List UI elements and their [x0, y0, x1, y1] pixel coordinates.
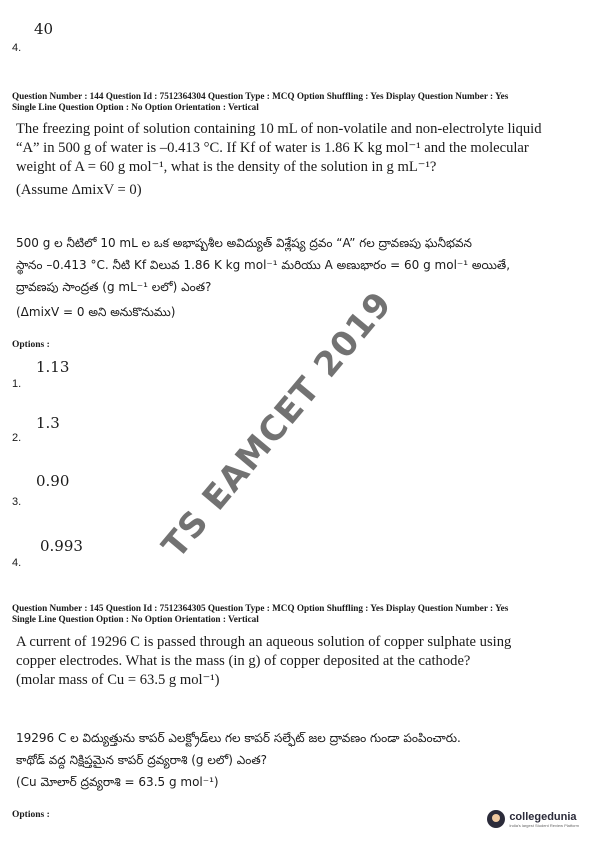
option-value: 40	[34, 20, 54, 38]
question-text-line: “A” in 500 g of water is –0.413 °C. If Kf of water is 1.86 K kg mol⁻¹ and the molecular	[16, 140, 529, 156]
question-144-header	[12, 91, 587, 113]
question-text-line: కాథోడ్ వద్ద నిక్షిప్తమైన కాపర్ ద్రవ్యరాశి (g లలో) ఎంత?	[16, 753, 268, 767]
question-text-line: The freezing point of solution containing 10 mL of non-volatile and non-electrolyte liquid	[16, 121, 542, 137]
option-index: 2.	[12, 432, 22, 444]
question-text-line: weight of A = 60 g mol⁻¹, what is the density of the solution in g mL⁻¹?	[16, 159, 437, 175]
question-145-english	[16, 633, 576, 690]
question-text-line: (Assume ΔmixV = 0)	[16, 182, 142, 198]
question-header-line: Single Line Question Option : No Option Orientation : Vertical	[12, 614, 259, 624]
question-text-line: copper electrodes. What is the mass (in g) of copper deposited at the cathode?	[16, 653, 471, 669]
option-value[interactable]: 0.993	[40, 537, 83, 555]
question-144-telugu	[16, 232, 581, 323]
option-index: 3.	[12, 496, 22, 508]
question-text-line: (molar mass of Cu = 63.5 g mol⁻¹)	[16, 672, 220, 688]
options-label: Options :	[12, 810, 50, 820]
option-value[interactable]: 1.3	[36, 414, 60, 432]
question-text-line: స్థానం –0.413 °C. నీటి Kf విలువ 1.86 K kg mol⁻¹ మరియు A అణుభారం = 60 g mol⁻¹ అయితే,	[16, 258, 511, 272]
option-value[interactable]: 0.90	[36, 472, 70, 490]
question-text-line: (ΔmixV = 0 అని అనుకొనుము)	[16, 305, 176, 319]
option-value[interactable]: 1.13	[36, 358, 70, 376]
question-text-line: 19296 C ల విద్యుత్తును కాపర్ ఎలక్ట్రోడ్‌లు గల కాపర్ సల్ఫేట్ జల ద్రావణం గుండా పంపించారు.	[16, 731, 461, 745]
mascot-icon	[487, 810, 505, 828]
question-text-line: 500 g ల నీటిలో 10 mL ల ఒక అభాష్పశీల అవిద్యుత్ విశ్లేష్య ద్రవం “A” గల ద్రావణపు ఘనీభవన	[16, 236, 472, 250]
option-index: 1.	[12, 378, 22, 390]
logo-name: collegedunia	[509, 810, 577, 823]
question-text-line: ద్రావణపు సాంద్రత (g mL⁻¹ లలో) ఎంత?	[16, 280, 212, 294]
options-label: Options :	[12, 340, 50, 350]
question-header-line: Single Line Question Option : No Option Orientation : Vertical	[12, 102, 259, 112]
question-144-english	[16, 120, 576, 200]
option-index: 4.	[12, 557, 22, 569]
question-text-line: A current of 19296 C is passed through an aqueous solution of copper sulphate using	[16, 634, 512, 650]
question-145-telugu	[16, 727, 581, 793]
logo-tagline: India's largest Student Review Platform	[509, 822, 579, 828]
watermark: TS EAMCET 2019	[154, 283, 401, 567]
question-header-line: Question Number : 145 Question Id : 7512364305 Question Type : MCQ Option Shuffling : Yes Display Question Number : Yes	[12, 603, 509, 613]
question-145-header	[12, 603, 587, 625]
question-header-line: Question Number : 144 Question Id : 7512364304 Question Type : MCQ Option Shuffling : Yes Display Question Number : Yes	[12, 91, 509, 101]
question-text-line: (Cu మోలార్ ద్రవ్యరాశి = 63.5 g mol⁻¹)	[16, 775, 219, 789]
option-index: 4.	[12, 42, 22, 54]
collegedunia-logo	[487, 810, 579, 828]
